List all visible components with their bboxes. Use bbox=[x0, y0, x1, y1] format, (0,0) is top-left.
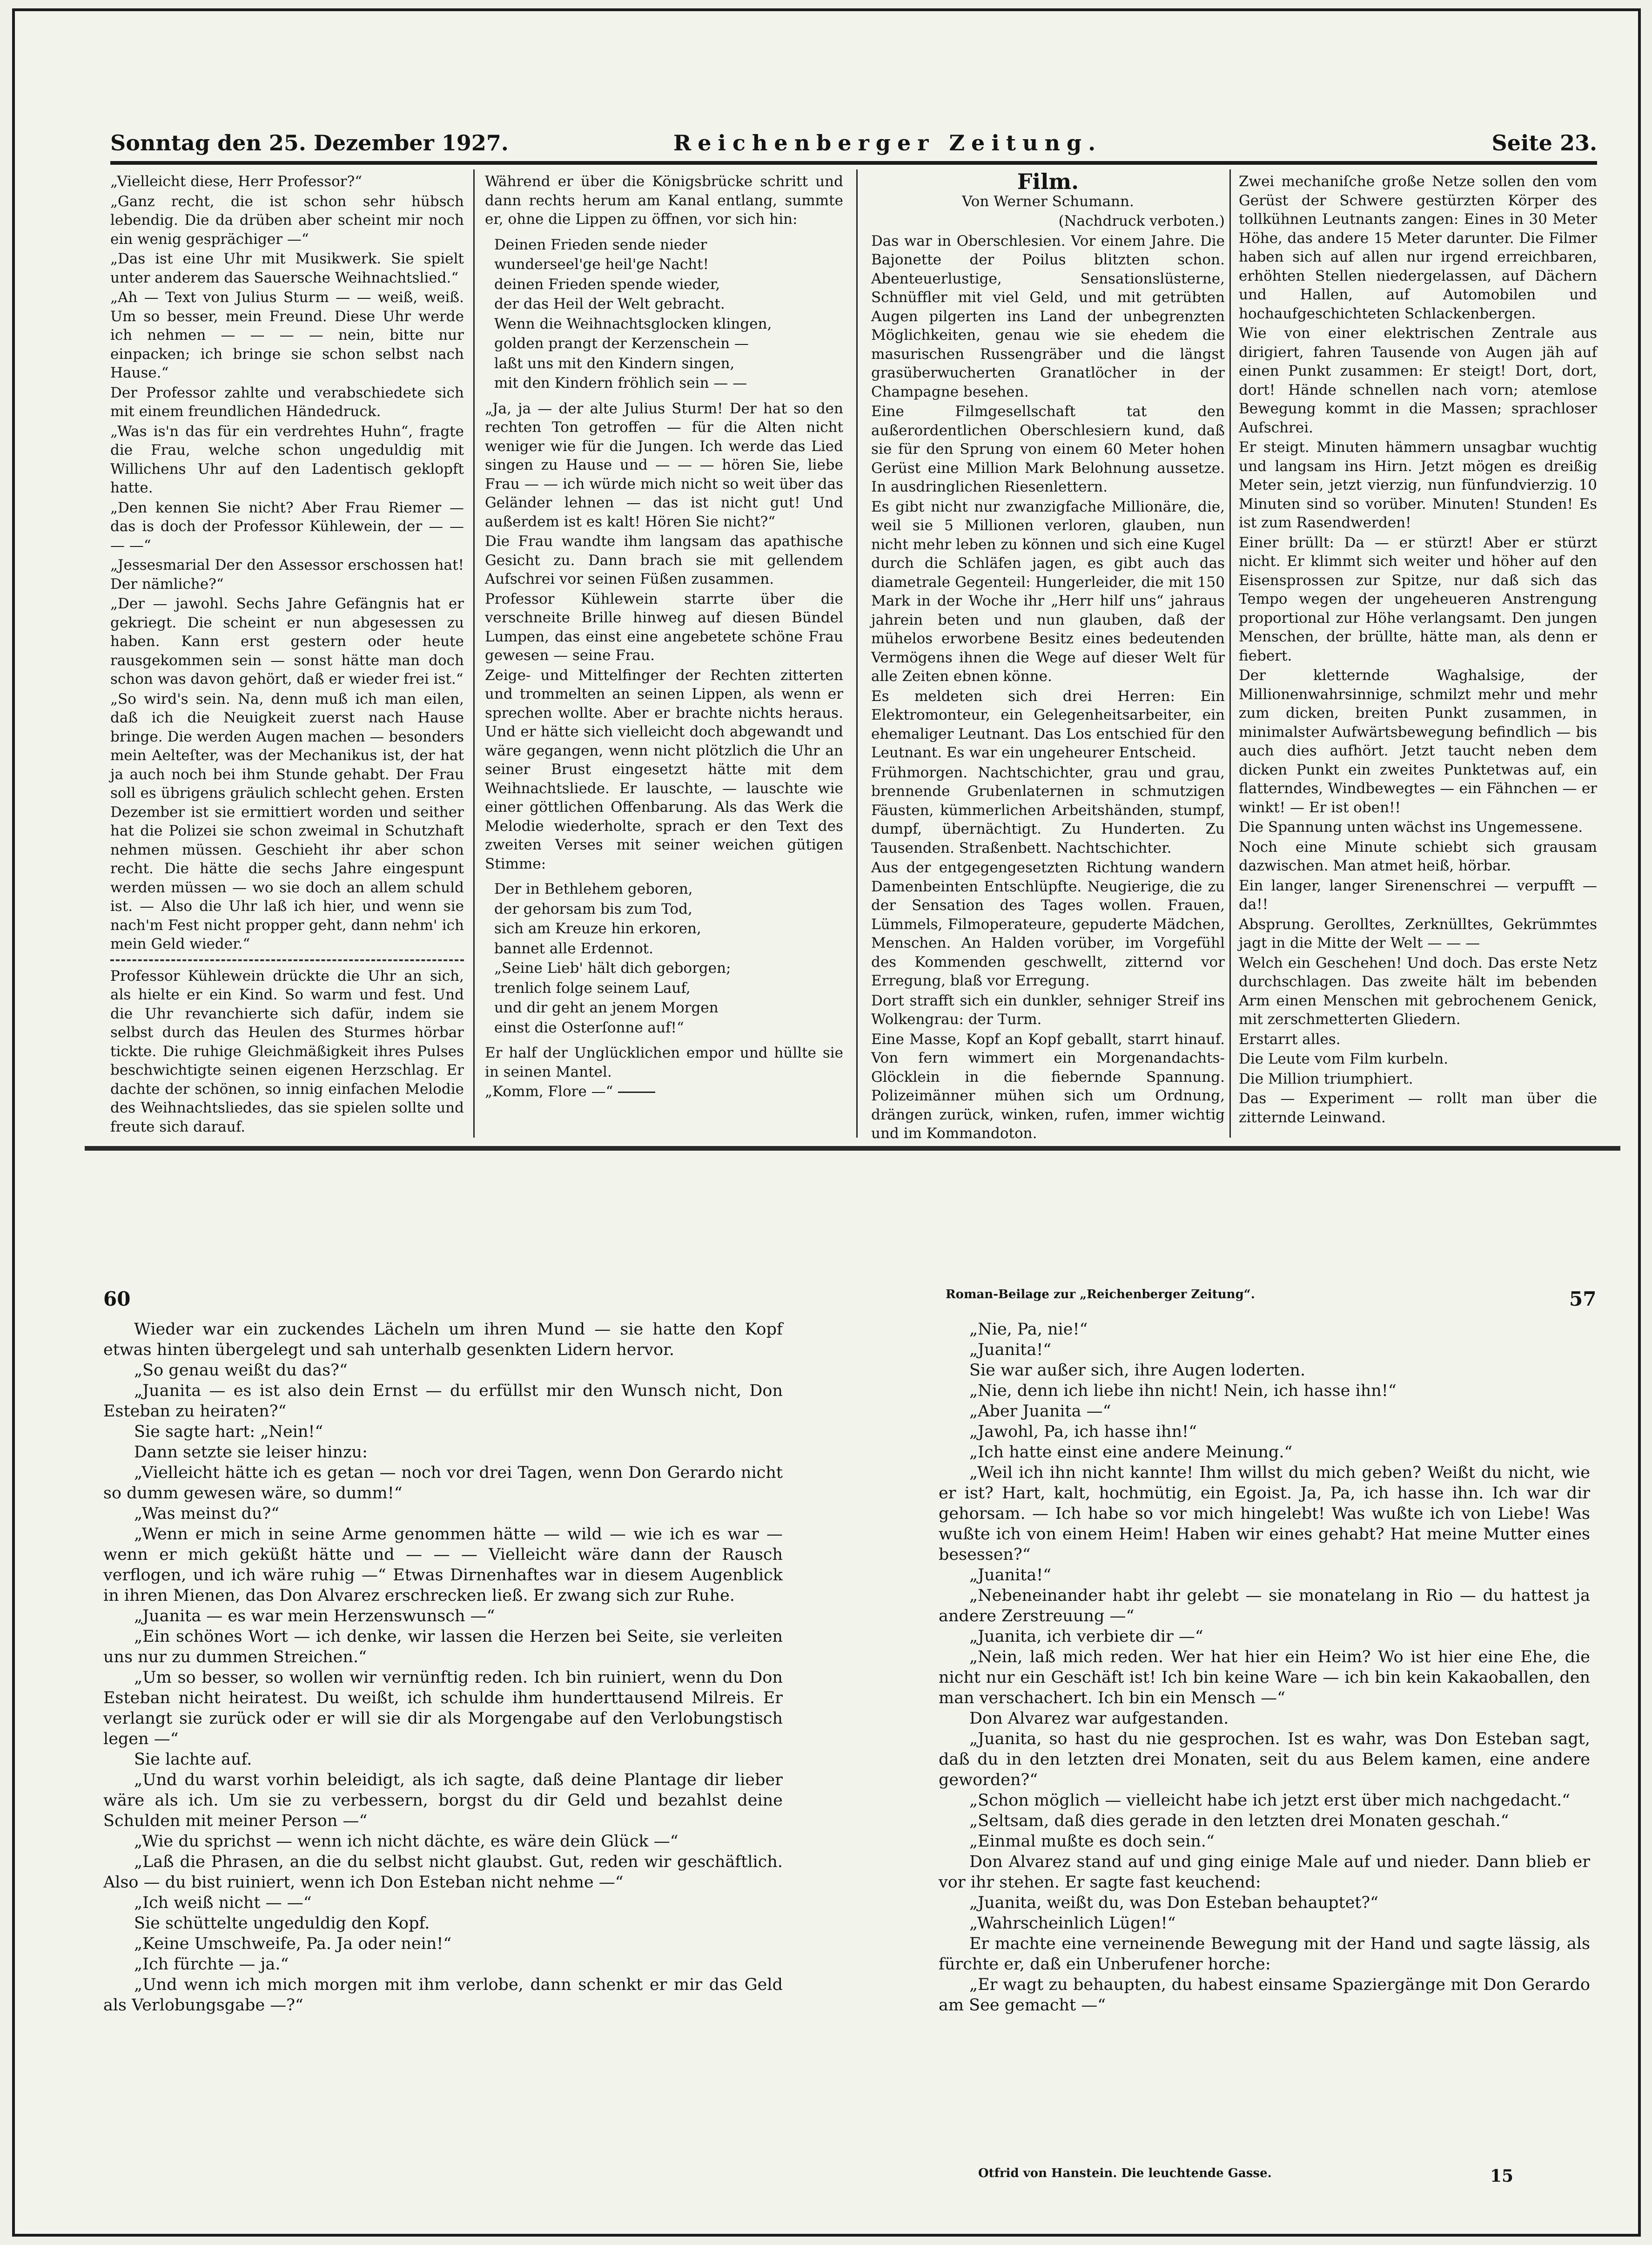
paragraph: „Und du warst vorhin beleidigt, als ich sagte, daß deine Plantage dir lieber wäre als ich. Um sie zu verbessern, borgst du dir Geld und bezahlst deine Schulden mit meiner Person —“ bbox=[103, 1771, 783, 1830]
novel-footer-credit: Otfrid von Hanstein. Die leuchtende Gasse. bbox=[978, 2166, 1272, 2180]
paragraph: „So wird's sein. Na, denn muß ich man eilen, daß ich die Neuigkeit zuerst nach Hause bringe. Die werden Augen machen — besonders mein Aelteſter, was der Mechanikus ist, der hat ja auch noch bei ihm Stunde gehabt. Der Frau soll es übrigens gräulich schlecht gehen. Ersten Dezember ist sie ermittiert worden und seither hat die Polizei sie schon zweimal in Schutzhaft nehmen müssen. Geschieht ihr aber schon recht. Die hätte die sechs Jahre eingespunt werden müssen — wo sie doch an allem schuld ist. — Also die Uhr laß ich hier, und wenn sie nach'm Fest nicht propper geht, dann nehm' ich mein Geld wieder.“ bbox=[110, 690, 464, 952]
newspaper-column-1 bbox=[110, 172, 464, 1135]
poem-line: der das Heil der Welt gebracht. bbox=[494, 296, 725, 312]
paragraph: „Ganz recht, die ist schon sehr hübsch lebendig. Die da drüben aber scheint mir noch ein wenig gesprächiger —“ bbox=[110, 193, 464, 248]
paragraph: „Nein, laß mich reden. Wer hat hier ein Heim? Wo ist hier eine Ehe, die nicht nur ein Geschäft ist! Ich bin keine Ware — ich bin kein Kakaoballen, den man verschachert. Ich bin ein Mensch —“ bbox=[939, 1648, 1590, 1707]
newspaper-column-3 bbox=[871, 169, 1225, 1142]
poem-line: wunderseel'ge heil'ge Nacht! bbox=[494, 256, 709, 273]
paragraph: „Keine Umschweife, Pa. Ja oder nein!“ bbox=[134, 1935, 452, 1953]
paragraph: Sie lachte auf. bbox=[134, 1750, 252, 1769]
paragraph: „Was is'n das für ein verdrehtes Huhn“, fragte die Frau, welche schon ungeduldig mit Willichens Uhr auf den Ladentisch geklopft hatte. bbox=[110, 423, 464, 496]
paragraph: „Laß die Phrasen, an die du selbst nicht glaubst. Gut, reden wir geschäftlich. Also — du bist ruiniert, wenn ich Don Esteban nicht nehme —“ bbox=[103, 1853, 783, 1892]
novel-left-column bbox=[103, 1319, 783, 2166]
reprint-notice: (Nachdruck verboten.) bbox=[1058, 213, 1225, 229]
paragraph: „Wenn er mich in seine Arme genommen hätte — wild — wie ich es war — wenn er mich geküßt hätte und — — — Vielleicht wäre dann der Rausch verflogen, und ich wäre ruhig —“ Etwas Dirnenhaftes war in diesem Augenblick in ihren Mienen, das Don Alvarez erschrecken ließ. Er zwang sich zur Ruhe. bbox=[103, 1525, 783, 1605]
novel-supplement-header: Roman-Beilage zur „Reichenberger Zeitung“. bbox=[946, 1288, 1255, 1301]
paragraph: „Weil ich ihn nicht kannte! Ihm willst du mich geben? Weißt du nicht, wie er ist? Hart, kalt, hochmütig, ein Egoist. Ja, Pa, ich hasse ihn. Ich war dir gehorsam. — Ich habe so vor mich hingelebt! Was wußte ich von Liebe! Was wußte ich von einem Heim! Haben wir eines gehabt? Hat meine Mutter eines besessen?“ bbox=[939, 1463, 1590, 1564]
paragraph: Der Professor zahlte und verabschiedete sich mit einem freundlichen Händedruck. bbox=[110, 384, 464, 420]
column-divider bbox=[1229, 169, 1231, 1138]
closing-line bbox=[485, 1082, 843, 1101]
page-label: Seite 23. bbox=[1491, 130, 1597, 155]
newspaper-bottom-rule bbox=[85, 1146, 1620, 1151]
paragraph: Aus der entgegengesetzten Richtung wandern Damenbeinten Entschlüpfte. Neugierige, die zu der Sensation des Tages wollen. Frauen, Lümmels, Filmoperateure, gepuderte Mädchen, Menschen. An Halden vorüber, im Vorgefühl des Kommenden geschwellt, zitternd vor Erregung, blaß vor Erregung. bbox=[871, 859, 1225, 989]
paragraph: Eine Masse, Kopf an Kopf geballt, starrt hinauf. Von fern wimmert ein Morgenandachts-Glöcklein in die fiebernde Spannung. Polizeimänner mühen sich um Ordnung, drängen zurück, winken, rufen, immer wichtig und im Kommandoton. bbox=[871, 1031, 1225, 1142]
closing-quote: „Komm, Flore —“ bbox=[485, 1083, 613, 1100]
paragraph: „Der — jawohl. Sechs Jahre Gefängnis hat er gekriegt. Die scheint er nun abgesessen zu haben. Kann erst gestern oder heute rausgekommen sein — sonst hätte man doch schon was davon gehört, daß er wieder frei ist.“ bbox=[110, 595, 464, 688]
paragraph: Wie von einer elektrischen Zentrale aus dirigiert, fahren Tausende von Augen jäh auf einen Punkt zusammen: Er steigt! Dort, dort, dort! Hände schnellen nach vorn; atemlose Bewegung kommt in die Massen; sprachloser Aufschrei. bbox=[1239, 325, 1597, 436]
paragraph: „Wie du sprichst — wenn ich nicht dächte, es wäre dein Glück —“ bbox=[134, 1832, 678, 1851]
poem-line: mit den Kindern fröhlich sein — — bbox=[494, 375, 747, 391]
paragraph: „Und wenn ich mich morgen mit ihm verlobe, dann schenkt er mir das Geld als Verlobungsgabe —?“ bbox=[103, 1975, 783, 2015]
paragraph: Sie sagte hart: „Nein!“ bbox=[134, 1423, 323, 1441]
paragraph: Die Leute vom Film kurbeln. bbox=[1239, 1051, 1449, 1067]
paragraph: Es meldeten sich drei Herren: Ein Elektromonteur, ein Gelegenheitsarbeiter, ein ehemaliger Leutnant. Das Los entschied für den Leutnant. Es war ein ungeheurer Entscheid. bbox=[871, 688, 1225, 761]
paragraph: „So genau weißt du das?“ bbox=[134, 1361, 348, 1380]
paragraph: Dann setzte sie leiser hinzu: bbox=[134, 1443, 368, 1462]
paragraph: „Juanita, weißt du, was Don Esteban behauptet?“ bbox=[969, 1894, 1379, 1912]
paragraph: Die Spannung unten wächst ins Ungemessene. bbox=[1239, 819, 1583, 836]
paragraph: Er half der Unglücklichen empor und hüllte sie in seinen Mantel. bbox=[485, 1045, 843, 1080]
paragraph: Während er über die Königsbrücke schritt und dann rechts herum am Kanal entlang, summte er, ohne die Lippen zu öffnen, vor sich hin: bbox=[485, 173, 843, 228]
paragraph: Es gibt nicht nur zwanzigfache Millionäre, die, weil sie 5 Millionen verloren, glauben, nun nicht mehr leben zu können und sich eine Kugel durch die Schläfen jagen, es gibt auch das diametrale Gegenteil: Hungerleider, die mit 150 Mark in der Woche ihr „Herr hilf uns“ jahraus jahrein beten und nun glauben, daß der mühelos erworbene Besitz eines bedeutenden Vermögens ihnen die Wege auf dieser Welt für alle Zeiten ebnen könne. bbox=[871, 498, 1225, 685]
paragraph: Frühmorgen. Nachtschichter, grau und grau, brennende Grubenlaternen in schmutzigen Fäusten, kümmerlichen Arbeitshänden, stumpf, dumpf, übernächtigt. Zu Hunderten. Zu Tausenden. Straßenbett. Nachtschichter. bbox=[871, 764, 1225, 856]
paragraph: „Seltsam, daß dies gerade in den letzten drei Monaten geschah.“ bbox=[969, 1812, 1509, 1830]
novel-footer-number: 15 bbox=[1490, 2166, 1514, 2186]
masthead: Reichenberger Zeitung. bbox=[673, 130, 1102, 155]
paragraph: „Schon möglich — vielleicht habe ich jetzt erst über mich nachgedacht.“ bbox=[969, 1791, 1571, 1810]
paragraph: „Ein schönes Wort — ich denke, wir lassen die Herzen bei Seite, sie verleiten uns nur zu dummen Streichen.“ bbox=[103, 1627, 783, 1666]
paragraph: Die Frau wandte ihm langsam das apathische Gesicht zu. Dann brach sie mit gellendem Aufschrei vor seinen Füßen zusammen. bbox=[485, 533, 843, 587]
paragraph: „Er wagt zu behaupten, du habest einsame Spaziergänge mit Don Gerardo am See gemacht —“ bbox=[939, 1975, 1590, 2015]
paragraph: Absprung. Gerolltes, Zerknülltes, Gekrümmtes jagt in die Mitte der Welt — — — bbox=[1239, 916, 1597, 951]
paragraph: Professor Kühlewein drückte die Uhr an sich, als hielte er ein Kind. So warm und fest. Und die Uhr revanchierte sich dafür, indem sie selbst durch das Heulen des Sturmes hörbar tickte. Die ruhige Gleichmäßigkeit ihres Pulses beschwichtigte seinen eigenen Herzschlag. Er dachte der schönen, so innig einfachen Melodie des Weihnachtsliedes, das sie spielen sollte und freute sich darauf. bbox=[110, 967, 464, 1135]
poem-line: sich am Kreuze hin erkoren, bbox=[494, 920, 701, 937]
paragraph: Professor Kühlewein starrte über die verschneite Brille hinweg auf diesen Bündel Lumpen, das einst eine angebetete schöne Frau gewesen — seine Frau. bbox=[485, 590, 843, 664]
paragraph: „Ja, ja — der alte Julius Sturm! Der hat so den rechten Ton getroffen — für die Alten nicht weniger wie für die Jungen. Ich werde das Lied singen zu Hause und — — — hören Sie, liebe Frau — — ich würde mich nicht so weit über das Geländer lehnen — das ist nicht gut! Und außerdem ist es kalt! Hören Sie nicht?“ bbox=[485, 400, 843, 530]
paragraph: Wieder war ein zuckendes Lächeln um ihren Mund — sie hatte den Kopf etwas hinten übergelegt und sah unterhalb gesenkten Lidern hervor. bbox=[103, 1320, 783, 1359]
newspaper-column-4 bbox=[1239, 172, 1597, 1129]
poem-line: und dir geht an jenem Morgen bbox=[494, 999, 719, 1016]
paragraph: „Was meinst du?“ bbox=[134, 1504, 280, 1523]
paragraph: „Jawohl, Pa, ich hasse ihn!“ bbox=[969, 1423, 1197, 1441]
novel-right-column bbox=[939, 1319, 1590, 2166]
paragraph: Er steigt. Minuten hämmern unsagbar wuchtig und langsam ins Hirn. Jetzt mögen es dreißig Meter sein, jetzt vierzig, nun fünfundvierzig. 10 Minuten sind so vorüber. Minuten! Stunden! Es ist zum Rasendwerden! bbox=[1239, 439, 1597, 531]
column-divider bbox=[473, 169, 475, 1138]
paragraph: „Den kennen Sie nicht? Aber Frau Riemer — das is doch der Professor Kühlewein, der — — — —“ bbox=[110, 499, 464, 554]
paragraph: Zeige- und Mittelfinger der Rechten zitterten und trommelten an seinen Lippen, als wenn er sprechen wollte. Aber er brachte nichts heraus. Und er hätte sich vielleicht doch abgewandt und wäre gegangen, wenn nicht plötzlich die Uhr an seiner Brust eingesetzt hätte mit dem Weihnachtsliede. Er lauschte, — lauschte wie einer göttlichen Offenbarung. Als das Werk die Melodie wiederholte, sprach er den Text des zweiten Verses mit seiner weichen gütigen Stimme: bbox=[485, 667, 843, 872]
poem-line: bannet alle Erdennot. bbox=[494, 940, 653, 957]
article-byline: Von Werner Schumann. bbox=[962, 193, 1134, 210]
scanned-page bbox=[12, 8, 1641, 2237]
poem-line: „Seine Lieb' hält dich geborgen; bbox=[494, 960, 731, 977]
end-rule bbox=[618, 1092, 655, 1093]
paragraph: „Juanita!“ bbox=[969, 1566, 1052, 1584]
novel-right-page-number: 57 bbox=[1569, 1288, 1597, 1310]
paragraph: „Ah — Text von Julius Sturm — — weiß, weiß. Um so besser, mein Freund. Diese Uhr werde ich nehmen — — — — nein, bitte nur einpacken; ich bringe sie schon selbst nach Hause.“ bbox=[110, 289, 464, 381]
paragraph: „Nie, Pa, nie!“ bbox=[969, 1320, 1088, 1339]
paragraph: Einer brüllt: Da — er stürzt! Aber er stürzt nicht. Er klimmt sich weiter und höher auf den Eisensprossen zur Spitze, nur daß sich das Tempo wegen der ungeheueren Anstrengung proportional zur Höhe verlangsamt. Den jungen Menschen, der brüllte, hätte man, als denn er fiebert. bbox=[1239, 534, 1597, 664]
newspaper-column-2 bbox=[485, 172, 843, 1129]
poem-verse-2 bbox=[485, 880, 843, 1037]
poem-line: deinen Frieden spende wieder, bbox=[494, 276, 720, 293]
paragraph: Ein langer, langer Sirenenschrei — verpufft — da!! bbox=[1239, 877, 1597, 913]
poem-line: Wenn die Weihnachtsglocken klingen, bbox=[494, 315, 772, 332]
poem-line: der gehorsam bis zum Tod, bbox=[494, 900, 692, 917]
poem-line: Der in Bethlehem geboren, bbox=[494, 881, 693, 897]
paragraph: „Nie, denn ich liebe ihn nicht! Nein, ich hasse ihn!“ bbox=[969, 1382, 1397, 1400]
paragraph: „Ich weiß nicht — —“ bbox=[134, 1894, 312, 1912]
paragraph: „Juanita, so hast du nie gesprochen. Ist es wahr, was Don Esteban sagt, daß du in den letzten drei Monaten, seit du aus Belem kamen, eine andere geworden?“ bbox=[939, 1730, 1590, 1789]
paragraph: Das war in Oberschlesien. Vor einem Jahre. Die Bajonette der Poilus blitzten schon. Abenteuerlustige, Sensationslüsterne, Schnüffler mit viel Geld, und mit getrübten Augen pilgerten ins Land der unbegrenzten Möglichkeiten, genau wie sie ehedem die masurischen Russengräber und die längst grasüberwucherten Granatlöcher in der Champagne besehen. bbox=[871, 232, 1225, 400]
paragraph: Eine Filmgesellschaft tat den außerordentlichen Oberschlesiern kund, daß sie für den Sprung von einem 60 Meter hohen Gerüst eine Million Mark Belohnung aussetze. In ausdringlichen Riesenlettern. bbox=[871, 403, 1225, 495]
section-divider bbox=[110, 959, 464, 961]
poem-line: golden prangt der Kerzenschein — bbox=[494, 335, 749, 352]
paragraph: Er machte eine verneinende Bewegung mit der Hand und sagte lässig, als fürchte er, daß ein Unberufener horche: bbox=[939, 1935, 1590, 1974]
newspaper-header bbox=[110, 130, 1597, 158]
paragraph: „Um so besser, so wollen wir vernünftig reden. Ich bin ruiniert, wenn du Don Esteban nicht heiratest. Du weißt, ich schulde ihm hunderttausend Milreis. Er verlangt sie zurück oder er will sie dir als Morgengabe auf den Verlobungstisch legen —“ bbox=[103, 1668, 783, 1748]
article-title: Film. bbox=[1017, 169, 1079, 194]
paragraph: „Wahrscheinlich Lügen!“ bbox=[969, 1914, 1176, 1933]
paragraph: „Jessesmarial Der den Assessor erschossen hat! Der nämliche?“ bbox=[110, 557, 464, 593]
poem-line: laßt uns mit den Kindern singen, bbox=[494, 355, 735, 372]
issue-date: Sonntag den 25. Dezember 1927. bbox=[110, 130, 509, 155]
paragraph: Dort strafft sich ein dunkler, sehniger Streif ins Wolkengrau: der Turm. bbox=[871, 992, 1225, 1028]
column-divider bbox=[856, 169, 858, 1138]
paragraph: Sie schüttelte ungeduldig den Kopf. bbox=[134, 1914, 430, 1933]
paragraph: „Vielleicht hätte ich es getan — noch vor drei Tagen, wenn Don Gerardo nicht so dumm gewesen wäre, so dumm!“ bbox=[103, 1463, 783, 1503]
poem-line: einst die Osterſonne auf!“ bbox=[494, 1019, 684, 1036]
paragraph: Die Million triumphiert. bbox=[1239, 1070, 1413, 1087]
paragraph: Der kletternde Waghalsige, der Millionenwahrsinnige, schmilzt mehr und mehr zum dicken, breiten Punkt zusammen, in minimalster Aufwärtsbewegung befindlich — bis auch dies aufhört. Jetzt taucht neben dem dicken Punkt ein zweites Punktetwas auf, ein flatterndes, Windbewegtes — ein Fähnchen — er winkt! — Er ist oben!! bbox=[1239, 667, 1597, 816]
paragraph: „Einmal mußte es doch sein.“ bbox=[969, 1832, 1215, 1851]
paragraph: „Juanita!“ bbox=[969, 1341, 1052, 1359]
paragraph: Don Alvarez war aufgestanden. bbox=[969, 1709, 1229, 1728]
paragraph: „Vielleicht diese, Herr Professor?“ bbox=[110, 173, 363, 190]
paragraph: Das — Experiment — rollt man über die zitternde Leinwand. bbox=[1239, 1090, 1597, 1126]
paragraph: Zwei mechaniſche große Netze sollen den vom Gerüst der Schwere gestürzten Körper des tollkühnen Leutnants zangen: Eines in 30 Meter Höhe, das andere 15 Meter darunter. Die Filmer haben sich auf allen nur irgend erreichbaren, erhöhten Stellen niedergelassen, auf Dächern und Hallen, auf Automobilen und hochaufgeschichteten Schlackenbergen. bbox=[1239, 173, 1597, 322]
poem-line: trenlich folge seinem Lauf, bbox=[494, 979, 691, 997]
paragraph: „Nebeneinander habt ihr gelebt — sie monatelang in Rio — du hattest ja andere Zerstreuung —“ bbox=[939, 1586, 1590, 1625]
header-rule bbox=[110, 161, 1597, 165]
poem-line: Deinen Frieden sende nieder bbox=[494, 236, 707, 253]
paragraph: „Ich fürchte — ja.“ bbox=[134, 1955, 289, 1974]
paragraph: „Juanita — es ist also dein Ernst — du erfüllst mir den Wunsch nicht, Don Esteban zu heiraten?“ bbox=[103, 1382, 783, 1421]
paragraph: Welch ein Geschehen! Und doch. Das erste Netz durchschlagen. Das zweite hält im bebenden Arm einen Menschen mit gebrochenem Genick, mit zerschmetterten Gliedern. bbox=[1239, 954, 1597, 1028]
paragraph: Sie war außer sich, ihre Augen loderten. bbox=[969, 1361, 1306, 1380]
paragraph: „Juanita, ich verbiete dir —“ bbox=[969, 1627, 1203, 1646]
paragraph: Don Alvarez stand auf und ging einige Male auf und nieder. Dann blieb er vor ihr stehen. Er sagte fast keuchend: bbox=[939, 1853, 1590, 1892]
paragraph: „Juanita — es war mein Herzenswunsch —“ bbox=[134, 1607, 495, 1625]
paragraph: „Das ist eine Uhr mit Musikwerk. Sie spielt unter anderem das Sauersche Weihnachtslied.“ bbox=[110, 250, 464, 286]
paragraph: Noch eine Minute schiebt sich grausam dazwischen. Man atmet heiß, hörbar. bbox=[1239, 838, 1597, 874]
poem-verse-1 bbox=[485, 236, 843, 393]
paragraph: „Ich hatte einst eine andere Meinung.“ bbox=[969, 1443, 1293, 1462]
paragraph: Erstarrt alles. bbox=[1239, 1031, 1341, 1048]
novel-left-page-number: 60 bbox=[103, 1288, 131, 1310]
paragraph: „Aber Juanita —“ bbox=[969, 1402, 1111, 1421]
